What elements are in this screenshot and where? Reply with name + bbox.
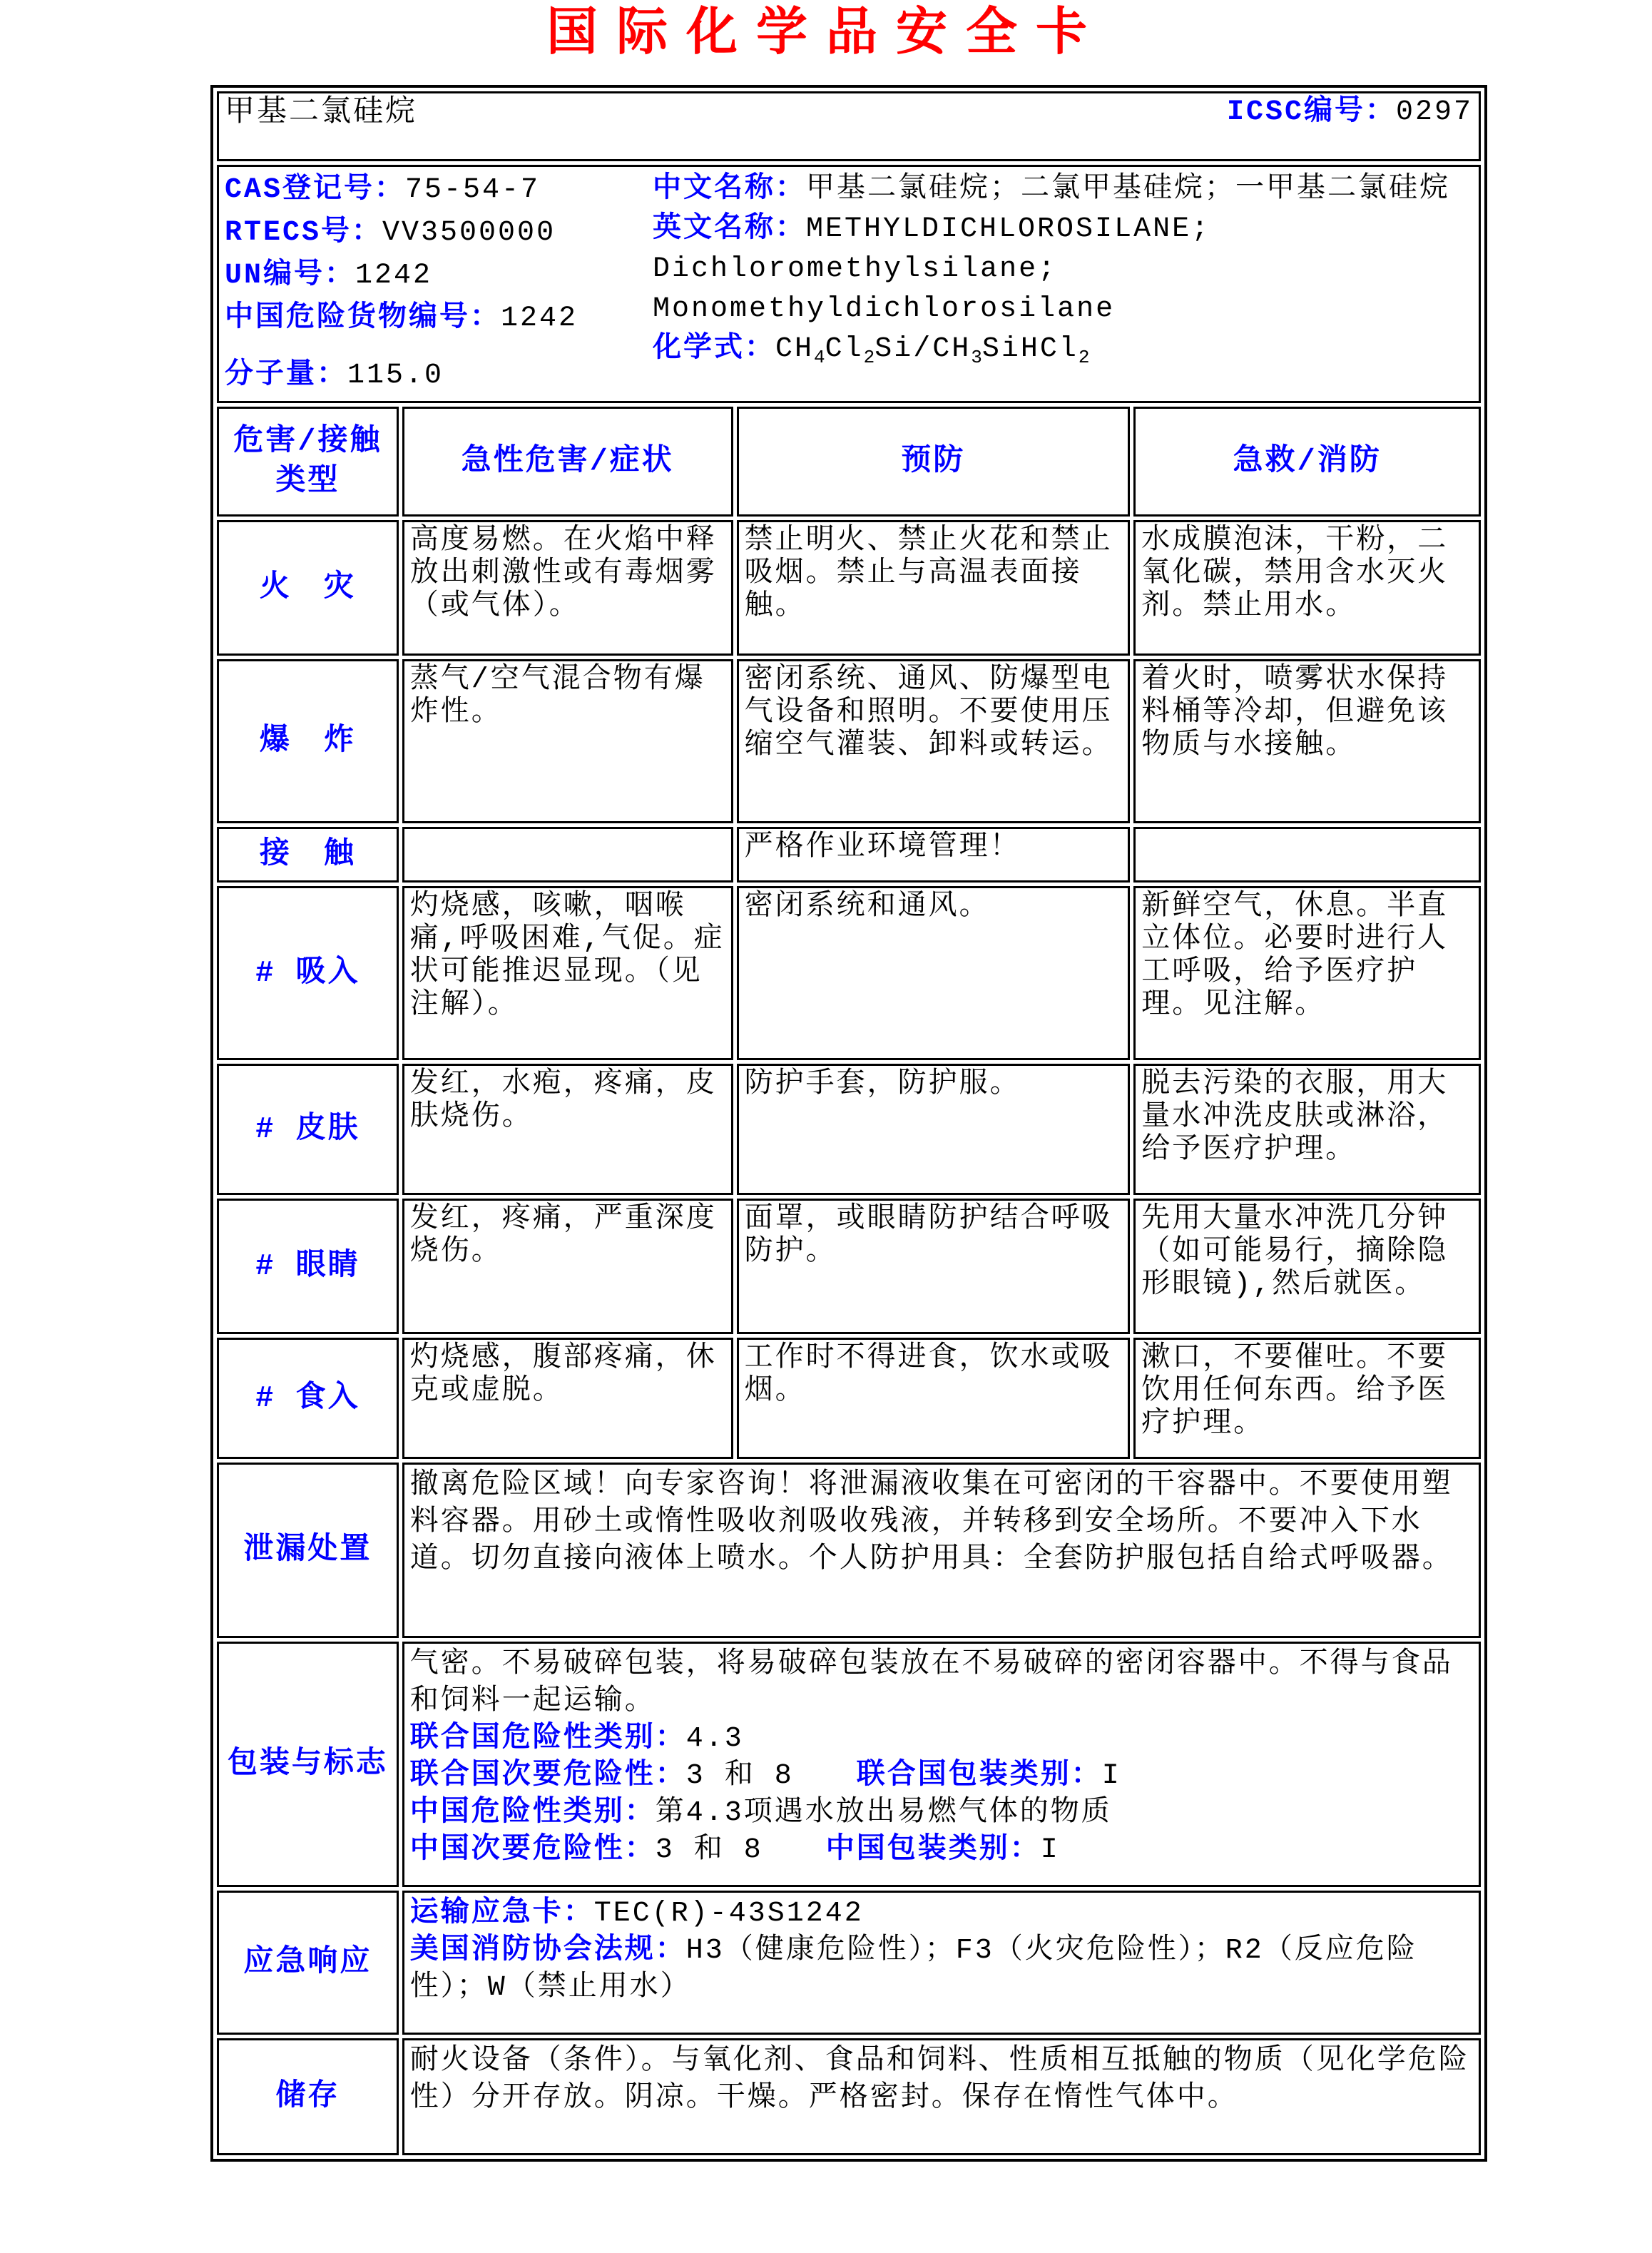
identifier-value: 115.0 bbox=[347, 360, 444, 392]
names-block bbox=[653, 170, 1473, 398]
section-field-value: 耐火设备（条件）。与氧化剂、食品和饲料、性质相互抵触的物质（见化学危险性）分开存放。阴凉。干燥。严格密封。保存在惰性气体中。 bbox=[409, 2045, 1469, 2115]
symptoms-cell: 高度易燃。在火焰中释放出刺激性或有毒烟雾（或气体）。 bbox=[402, 520, 733, 656]
section-row bbox=[217, 2038, 1481, 2155]
info-wrap bbox=[225, 170, 1473, 398]
section-field-value: I bbox=[1101, 1760, 1121, 1793]
card-banner-cell bbox=[217, 91, 1481, 161]
section-field-label: 联合国包装类别： bbox=[856, 1760, 1102, 1793]
section-line bbox=[410, 2043, 1473, 2117]
identifier-line bbox=[225, 255, 653, 297]
identifier-line bbox=[225, 355, 653, 397]
hazard-column-header bbox=[737, 407, 1131, 517]
response-cell bbox=[1133, 827, 1481, 883]
section-field-label: 中国次要危险性： bbox=[409, 1834, 656, 1867]
identifier-line bbox=[225, 298, 653, 340]
section-field-value: 气密。不易破碎包装，将易破碎包装放在不易破碎的密闭容器中。不得与食品和饲料一起运输。 bbox=[409, 1649, 1453, 1719]
hazard-type-cell: # 眼睛 bbox=[217, 1199, 399, 1334]
hazard-column-header bbox=[217, 407, 399, 517]
section-content-cell bbox=[402, 1463, 1481, 1638]
identifier-label: 中国危险货物编号： bbox=[225, 302, 501, 335]
section-field-label: 中国包装类别： bbox=[825, 1834, 1041, 1867]
prevention-cell: 防护手套，防护服。 bbox=[737, 1064, 1131, 1195]
card-banner-row bbox=[217, 91, 1481, 161]
section-title-cell: 应急响应 bbox=[217, 1891, 399, 2035]
symptoms-cell: 发红，疼痛，严重深度烧伤。 bbox=[402, 1199, 733, 1334]
info-row bbox=[217, 165, 1481, 403]
hazard-header-row bbox=[217, 407, 1481, 517]
hazard-column-header-line: 急性危害/症状 bbox=[461, 444, 674, 479]
identifier-list bbox=[225, 170, 653, 398]
section-field-label: 运输应急卡： bbox=[409, 1898, 594, 1931]
hazard-column-header-line: 预防 bbox=[901, 444, 966, 479]
en-name-continued bbox=[653, 250, 1473, 330]
hazard-row bbox=[217, 1338, 1481, 1459]
section-content-cell bbox=[402, 2038, 1481, 2155]
section-line bbox=[410, 1758, 1473, 1795]
hazard-column-header-line: 急救/消防 bbox=[1233, 444, 1382, 479]
hazard-row bbox=[217, 1199, 1481, 1334]
cn-name-line bbox=[653, 170, 1473, 210]
icsc-number-group bbox=[1227, 96, 1473, 129]
identifier-label: RTECS号： bbox=[225, 217, 383, 250]
section-field-value: 撤离危险区域！向专家咨询！将泄漏液收集在可密闭的干容器中。不要使用塑料容器。用砂土或惰性吸收剂吸收残液，并转移到安全场所。不要冲入下水道。切勿直接向液体上喷水。个人防护用具：全套防护服包括自给式呼吸器。 bbox=[409, 1470, 1453, 1577]
hazard-row bbox=[217, 1064, 1481, 1195]
prevention-cell: 禁止明火、禁止火花和禁止吸烟。禁止与高温表面接触。 bbox=[737, 520, 1131, 656]
section-line bbox=[410, 1896, 1473, 1933]
hazard-type-cell: 接 触 bbox=[217, 827, 399, 883]
symptoms-cell bbox=[402, 827, 733, 883]
response-cell: 水成膜泡沫，干粉，二氧化碳，禁用含水灭火剂。禁止用水。 bbox=[1133, 520, 1481, 656]
page-title: 国际化学品安全卡 bbox=[546, 4, 1106, 61]
en-name-line-continued: Monomethyldichlorosilane bbox=[653, 293, 1116, 326]
hazard-row bbox=[217, 827, 1481, 883]
response-cell: 脱去污染的衣服，用大量水冲洗皮肤或淋浴，给予医疗护理。 bbox=[1133, 1064, 1481, 1195]
identifier-label: CAS登记号： bbox=[225, 174, 406, 207]
response-cell: 漱口，不要催吐。不要饮用任何东西。给予医疗护理。 bbox=[1133, 1338, 1481, 1459]
identifier-value: 1242 bbox=[501, 302, 578, 335]
section-row bbox=[217, 1642, 1481, 1887]
section-content-cell bbox=[402, 1891, 1481, 2035]
section-line bbox=[410, 1933, 1473, 2007]
section-field-value: 3 和 8 bbox=[655, 1834, 763, 1867]
prevention-cell: 密闭系统、通风、防爆型电气设备和照明。不要使用压缩空气灌装、卸料或转运。 bbox=[737, 659, 1131, 823]
chemical-formula: $CH_4Cl_2Si/CH_3SiHCl_2$ bbox=[775, 333, 1090, 369]
hazard-row bbox=[217, 886, 1481, 1060]
section-field-value: 4.3 bbox=[685, 1723, 744, 1756]
prevention-cell: 面罩，或眼睛防护结合呼吸防护。 bbox=[737, 1199, 1131, 1334]
section-line bbox=[410, 1832, 1473, 1869]
hazard-type-cell: 火 灾 bbox=[217, 520, 399, 656]
response-cell: 新鲜空气，休息。半直立体位。必要时进行人工呼吸，给予医疗护理。见注解。 bbox=[1133, 886, 1481, 1060]
en-name-value: METHYLDICHLOROSILANE; bbox=[806, 213, 1211, 246]
identifier-label: 分子量： bbox=[225, 360, 347, 392]
symptoms-cell: 灼烧感，腹部疼痛，休克或虚脱。 bbox=[402, 1338, 733, 1459]
prevention-cell: 密闭系统和通风。 bbox=[737, 886, 1131, 1060]
identifier-value: 75-54-7 bbox=[405, 174, 541, 207]
identifier-label: UN编号： bbox=[225, 260, 356, 293]
hazard-type-cell: 爆 炸 bbox=[217, 659, 399, 823]
hazard-row bbox=[217, 520, 1481, 656]
section-field-value: TEC(R)-43S1242 bbox=[593, 1898, 864, 1931]
formula-subscript: 3 bbox=[971, 347, 982, 369]
response-cell: 先用大量水冲洗几分钟（如可能易行，摘除隐形眼镜),然后就医。 bbox=[1133, 1199, 1481, 1334]
cn-name-value: 甲基二氯硅烷；二氯甲基硅烷；一甲基二氯硅烷 bbox=[806, 173, 1450, 206]
section-row bbox=[217, 1463, 1481, 1638]
section-field-value: 第4.3项遇水放出易燃气体的物质 bbox=[655, 1797, 1112, 1830]
card-banner bbox=[225, 96, 1473, 129]
prevention-cell: 严格作业环境管理！ bbox=[737, 827, 1131, 883]
en-name-line-continued: Dichloromethylsilane; bbox=[653, 253, 1058, 286]
section-field-value: H3（健康危险性）；F3（火灾危险性）；R2（反应危险性）；W（禁止用水） bbox=[409, 1935, 1417, 2005]
response-cell: 着火时，喷雾状水保持料桶等冷却，但避免该物质与水接触。 bbox=[1133, 659, 1481, 823]
section-line bbox=[410, 1721, 1473, 1758]
hazard-row bbox=[217, 659, 1481, 823]
page bbox=[0, 4, 1652, 2253]
identifier-line bbox=[225, 170, 653, 211]
identifier-line bbox=[225, 213, 653, 254]
section-field-value: 3 和 8 bbox=[685, 1760, 794, 1793]
section-field-label: 美国消防协会法规： bbox=[409, 1935, 686, 1968]
hazard-column-header-line: 危害/接触 bbox=[233, 424, 382, 459]
formula-subscript: 2 bbox=[863, 347, 875, 369]
section-field-label: 联合国次要危险性： bbox=[409, 1760, 686, 1793]
section-line bbox=[410, 1647, 1473, 1721]
section-content-cell bbox=[402, 1642, 1481, 1887]
section-field-label: 联合国危险性类别： bbox=[409, 1723, 686, 1756]
identifier-value: 1242 bbox=[355, 260, 433, 293]
hazard-type-cell: # 皮肤 bbox=[217, 1064, 399, 1195]
info-cell bbox=[217, 165, 1481, 403]
icsc-card-table bbox=[210, 85, 1487, 2162]
symptoms-cell: 蒸气/空气混合物有爆炸性。 bbox=[402, 659, 733, 823]
section-title-cell: 泄漏处置 bbox=[217, 1463, 399, 1638]
hazard-column-header-line: 类型 bbox=[275, 464, 340, 499]
hazard-column-header bbox=[1133, 407, 1481, 517]
formula-subscript: 2 bbox=[1078, 347, 1090, 369]
section-title-cell: 包装与标志 bbox=[217, 1642, 399, 1887]
section-field-value: I bbox=[1040, 1834, 1060, 1867]
section-title-cell: 储存 bbox=[217, 2038, 399, 2155]
formula-label: 化学式： bbox=[653, 333, 775, 366]
section-line bbox=[410, 1795, 1473, 1832]
formula-subscript: 4 bbox=[814, 347, 825, 369]
section-line bbox=[410, 1468, 1473, 1579]
section-row bbox=[217, 1891, 1481, 2035]
hazard-type-cell: # 吸入 bbox=[217, 886, 399, 1060]
en-name-label: 英文名称： bbox=[653, 213, 806, 246]
formula-line bbox=[653, 330, 1473, 377]
icsc-label: ICSC编号： bbox=[1226, 96, 1396, 129]
identifier-value: VV3500000 bbox=[382, 217, 556, 250]
symptoms-cell: 灼烧感，咳嗽，咽喉痛,呼吸困难,气促。症状可能推迟显现。（见注解）。 bbox=[402, 886, 733, 1060]
cn-name-label: 中文名称： bbox=[653, 173, 806, 206]
prevention-cell: 工作时不得进食，饮水或吸烟。 bbox=[737, 1338, 1131, 1459]
substance-name: 甲基二氯硅烷 bbox=[225, 96, 418, 131]
en-name-line bbox=[653, 210, 1473, 330]
hazard-type-cell: # 食入 bbox=[217, 1338, 399, 1459]
symptoms-cell: 发红，水疱，疼痛，皮肤烧伤。 bbox=[402, 1064, 733, 1195]
section-field-label: 中国危险性类别： bbox=[409, 1797, 656, 1830]
hazard-column-header bbox=[402, 407, 733, 517]
icsc-number: 0297 bbox=[1395, 96, 1473, 129]
